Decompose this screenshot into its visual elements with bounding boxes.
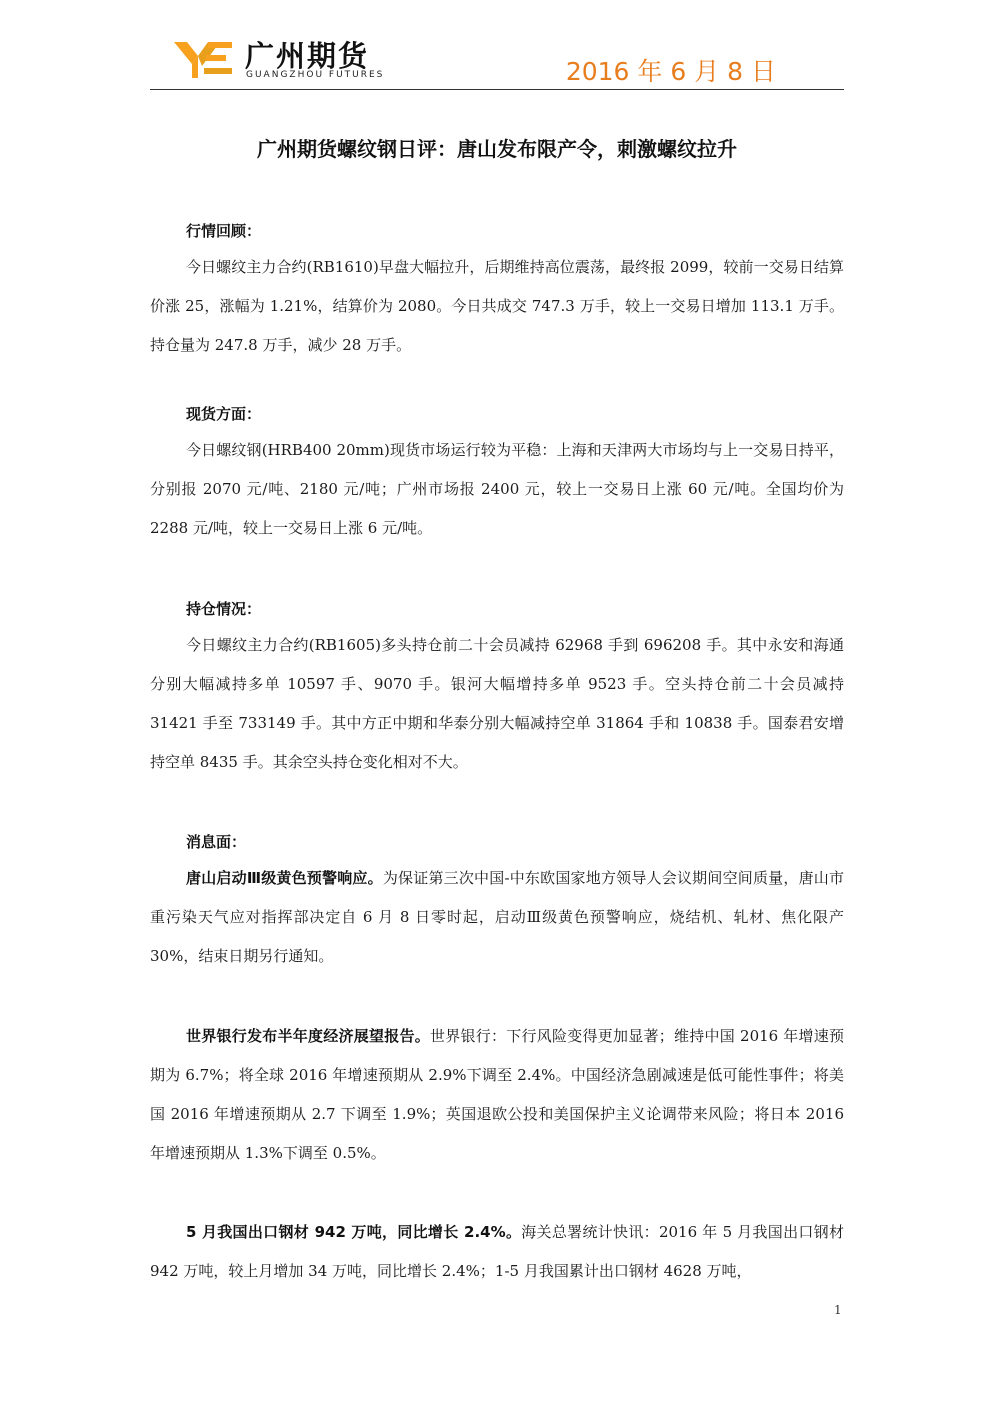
news-lead-tangshan: 唐山启动Ⅲ级黄色预警响应。 (186, 869, 383, 887)
section-heading-market-review: 行情回顾： (186, 222, 262, 240)
paragraph-market-review: 今日螺纹主力合约(RB1610)早盘大幅拉升，后期维持高位震荡，最终报 2099，较前一交易日结算价涨 25，涨幅为 1.21%，结算价为 2080。今日共成交 747.3 万手，较上一交易日增加 113.1 万手。持仓量为 247.8 万手，减少 28 万手。 (150, 258, 844, 354)
header-divider (150, 89, 844, 90)
news-text-steel-exports: 海关总署统计快讯：2016 年 5 月我国出口钢材 942 万吨，较上月增加 34 万吨，同比增长 2.4%；1-5 月我国累计出口钢材 4628 万吨， (150, 1223, 844, 1280)
report-title: 广州期货螺纹钢日评：唐山发布限产令，刺激螺纹拉升 (257, 137, 737, 161)
section-heading-spot: 现货方面： (186, 405, 262, 423)
news-item-world-bank (150, 1017, 844, 1173)
section-heading-news: 消息面： (186, 833, 247, 851)
news-item-tangshan (150, 859, 844, 976)
news-lead-world-bank: 世界银行发布半年度经济展望报告。 (186, 1027, 431, 1045)
paragraph-spot: 今日螺纹钢(HRB400 20mm)现货市场运行较为平稳：上海和天津两大市场均与上一交易日持平，分别报 2070 元/吨、2180 元/吨；广州市场报 2400 元，较上一交易日上涨 60 元/吨。全国均价为 2288 元/吨，较上一交易日上涨 6 元/吨。 (150, 441, 844, 537)
news-text-world-bank: 世界银行：下行风险变得更加显著；维持中国 2016 年增速预期为 6.7%；将全球 2016 年增速预期从 2.9%下调至 2.4%。中国经济急剧减速是低可能性事件；将美国 2016 年增速预期从 2.7 下调至 1.9%；英国退欧公投和美国保护主义论调带来风险；将日本 2016 年增速预期从 1.3%下调至 0.5%。 (150, 1027, 844, 1162)
news-text-tangshan: 为保证第三次中国-中东欧国家地方领导人会议期间空间质量，唐山市重污染天气应对指挥部决定自 6 月 8 日零时起，启动Ⅲ级黄色预警响应，烧结机、轧材、焦化限产 30%，结束日期另行通知。 (150, 869, 844, 965)
page-header (150, 32, 844, 90)
news-item-steel-exports (150, 1213, 844, 1291)
brand-name-en: GUANGZHOU FUTURES (246, 70, 385, 80)
paragraph-positions: 今日螺纹主力合约(RB1605)多头持仓前二十会员减持 62968 手到 696208 手。其中永安和海通分别大幅减持多单 10597 手、9070 手。银河大幅增持多单 9523 手。空头持仓前二十会员减持 31421 手至 733149 手。其中方正中期和华泰分别大幅减持空单 31864 手和 10838 手。国泰君安增持空单 8435 手。其余空头持仓变化相对不大。 (150, 636, 844, 771)
report-date: 2016 年 6 月 8 日 (565, 57, 776, 86)
news-lead-steel-exports: 5 月我国出口钢材 942 万吨，同比增长 2.4%。 (186, 1223, 522, 1241)
page-number: 1 (834, 1303, 842, 1317)
section-heading-positions: 持仓情况： (186, 600, 262, 618)
brand-name-cn: 广州期货 (245, 39, 370, 73)
guangzhou-futures-logo-icon (172, 38, 236, 82)
